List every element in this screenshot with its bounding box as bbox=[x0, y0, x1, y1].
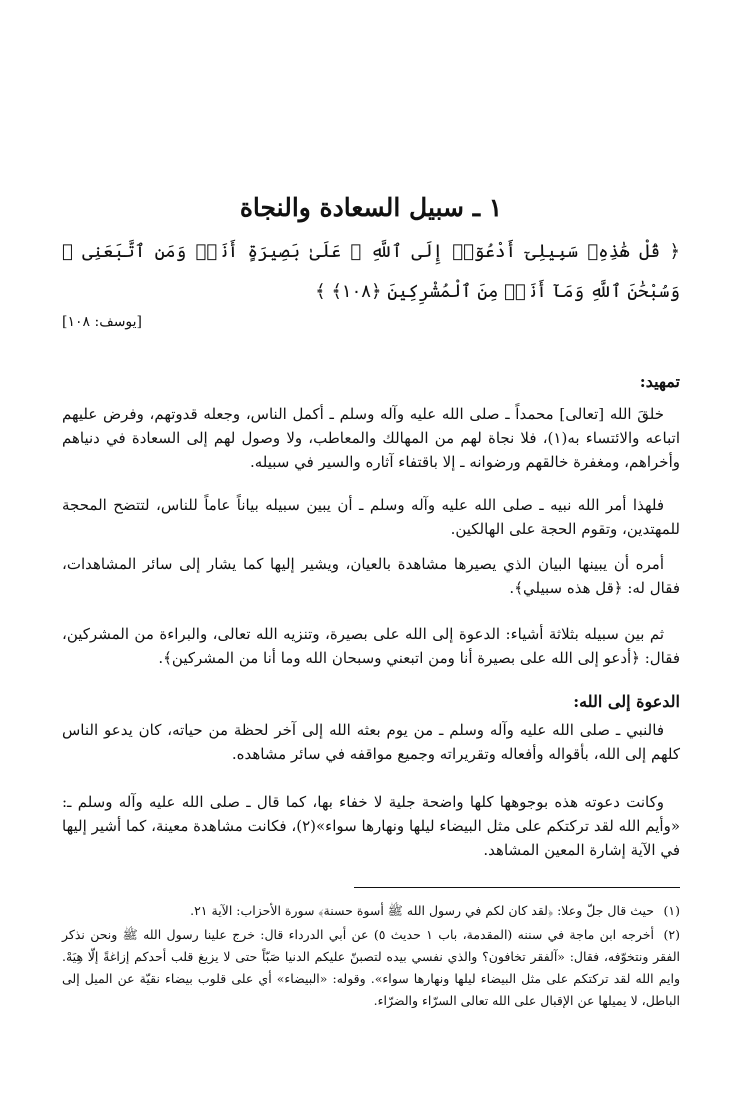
verse-reference: [يوسف: ١٠٨] bbox=[62, 314, 143, 330]
dawa-heading: الدعوة إلى الله: bbox=[573, 692, 680, 711]
paragraph-1: خلقَ الله [تعالى] محمداً ـ صلى الله عليه وآله وسلم ـ أكمل الناس، وجعله قدوتهم، وفرض عليهم اتباعه والائتساء به(١)، فلا نجاة لهم من المهالك والمعاطب، ولا وصول لهم إلى السعادة في دنياهم وأخراهم، ومغفرة خالقهم ورضوانه ـ إلا باقتفاء آثاره والسير في سبيله. bbox=[62, 405, 680, 471]
footnote-text: حيث قال جلّ وعلا: ﴿لقد كان لكم في رسول الله ﷺ أسوة حسنة﴾ سورة الأحزاب: الآية ٢١. bbox=[190, 903, 654, 918]
footnote-divider bbox=[354, 887, 680, 888]
intro-heading: تمهيد: bbox=[639, 372, 680, 391]
footnote-2 bbox=[62, 924, 680, 1012]
paragraph-5: فالنبي ـ صلى الله عليه وآله وسلم ـ من يوم بعثه الله إلى آخر لحظة من حياته، كان يدعو الناس كلهم إلى الله، بأقواله وأفعاله وتقريراته وجميع مواقفه في سائر مشاهده. bbox=[62, 721, 680, 763]
paragraph-3: أمره أن يبينها البيان الذي يصيرها مشاهدة بالعيان، ويشير إليها كما يشار إلى سائر المشاهدات، فقال له: ﴿قل هذه سبيلي﴾. bbox=[62, 555, 680, 597]
footnote-number: (١) bbox=[663, 903, 680, 918]
quran-verse: ﴿ قُلْ هَٰذِهِۦ سَبِيلِىٓ أَدْعُوٓا۟ إِلَى ٱللَّهِ ۚ عَلَىٰ بَصِيرَةٍ أَنَا۠ وَمَنِ ٱتَّبَعَنِى ۖ وَسُبْحَٰنَ ٱللَّهِ وَمَآ أَنَا۠ مِنَ ٱلْمُشْرِكِينَ ﴿١٠٨﴾ ﴾ bbox=[62, 241, 680, 302]
paragraph-6: وكانت دعوته هذه بوجوهها كلها واضحة جلية لا خفاء بها، كما قال ـ صلى الله عليه وآله وسلم ـ: «وأيم الله لقد تركتكم على مثل البيضاء ليلها ونهارها سواء»(٢)، فكانت مشاهدة معينة، كما أشير إليها في الآية إشارة المعين المشاهد. bbox=[62, 793, 680, 859]
footnote-text: أخرجه ابن ماجة في سننه (المقدمة، باب ١ حديث ٥) عن أبي الدرداء قال: خرج علينا رسول الله ﷺ ونحن نذكر الفقر ونتخوّفه، فقال: «آلفقر تخافون؟ والذي نفسي بيده لتصبنّ عليكم الدنيا صَبّاً حتى لا يزيغ قلب أحدكم إزاغةً إلّا هِيَهْ. وايم الله لقد تركتكم على مثل البيضاء ليلها ونهارها سواء». وقوله: «البيضاء» أي على قلوب بيضاء نقيّة عن الميل إلى الباطل، لا يميلها عن الإقبال على الله تعالى السرّاء والضرّاء. bbox=[62, 927, 680, 1008]
footnote-number: (٢) bbox=[663, 927, 681, 942]
footnote-1 bbox=[62, 900, 680, 922]
book-page bbox=[62, 0, 680, 1094]
chapter-title: ١ ـ سبيل السعادة والنجاة bbox=[239, 193, 503, 222]
paragraph-2: فلهذا أمر الله نبيه ـ صلى الله عليه وآله وسلم ـ أن يبين سبيله بياناً عاماً للناس، لتتضح المحجة للمهتدين، وتقوم الحجة على الهالكين. bbox=[62, 496, 680, 538]
paragraph-4: ثم بين سبيله بثلاثة أشياء: الدعوة إلى الله على بصيرة، وتنزيه الله تعالى، والبراءة من المشركين، فقال: ﴿أدعو إلى الله على بصيرة أنا ومن اتبعني وسبحان الله وما أنا من المشركين﴾. bbox=[62, 625, 680, 667]
